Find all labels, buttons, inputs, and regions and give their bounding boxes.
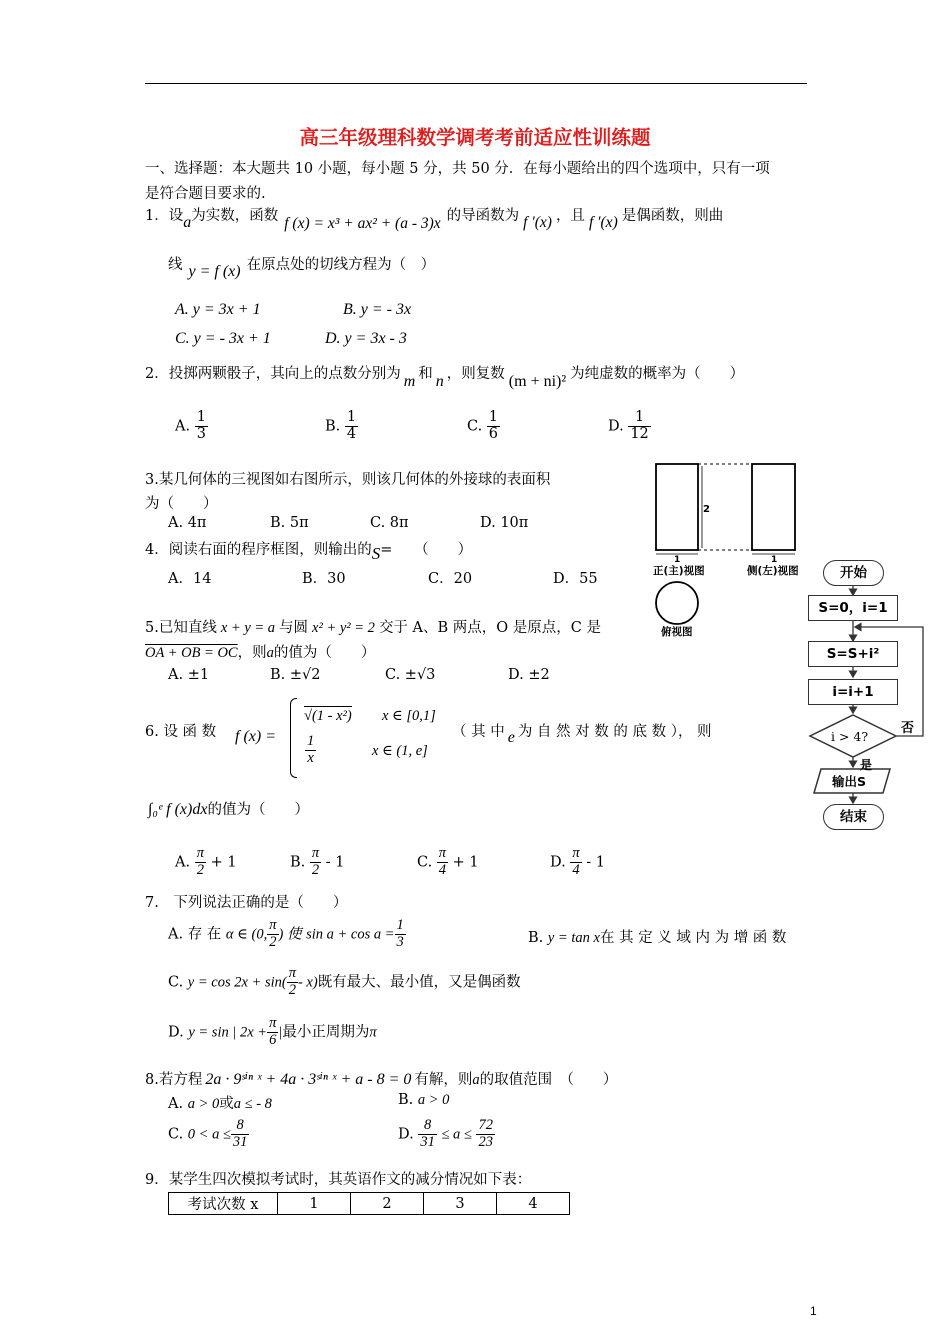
q7-option-c: C. y = cos 2x + sin( $\frac{\pi}{2}$ - x)既有最大、最小值，又是偶函数 bbox=[168, 965, 521, 998]
flow-update-i: i=i+1 bbox=[808, 679, 898, 705]
dim-height: 2 bbox=[703, 504, 710, 515]
question-8: 8.若方程 2a · 9ˢⁱⁿ ˣ + 4a · 3ˢⁱⁿ ˣ + a - 8 = 0 有解，则a的取值范围 （ ） bbox=[145, 1071, 618, 1088]
flow-condition: i > 4? bbox=[831, 729, 869, 744]
flow-yes-label: 是 bbox=[860, 758, 873, 772]
q6-integral-line: ∫₀ᵉ f (x)dx的值为（ ） bbox=[148, 801, 309, 818]
q6-case1: √(1 - x²) bbox=[304, 708, 352, 724]
page-number: 1 bbox=[810, 1304, 817, 1318]
table-cell: 2 bbox=[351, 1193, 424, 1215]
q6-option-b: B. $\frac{\pi}{2}$ - 1 bbox=[290, 845, 345, 878]
q5-option-a: A. ±1 bbox=[168, 667, 210, 683]
q8-option-c: C. 0 < a ≤ $\frac{8}{31}$ bbox=[168, 1117, 248, 1150]
label-side-view: 侧(左)视图 bbox=[747, 565, 799, 577]
q5-option-d: D. ±2 bbox=[508, 667, 550, 683]
q7-option-b: B. y = tan x在 其 定 义 域 内 为 增 函 数 bbox=[528, 930, 787, 946]
q3-option-b: B. 5π bbox=[270, 515, 309, 531]
q1-option-c: C. y = - 3x + 1 bbox=[175, 330, 271, 347]
q2-option-b: B. $\frac{1}{4}$ bbox=[325, 409, 357, 442]
flow-start: 开始 bbox=[823, 560, 884, 586]
side-view-rect bbox=[752, 464, 795, 550]
header-rule bbox=[145, 83, 807, 84]
q5-option-b: B. ±√2 bbox=[270, 667, 321, 683]
label-top-view: 俯视图 bbox=[661, 626, 693, 638]
q7-option-d: D. y = sin | 2x + $\frac{\pi}{6}$ |最小正周期为π bbox=[168, 1015, 377, 1048]
table-cell: 1 bbox=[278, 1193, 351, 1215]
q6-case2: $\frac{1}{x}$ bbox=[307, 733, 315, 766]
question-6-tail: （ 其 中 e 为 自 然 对 数 的 底 数 ）， 则 bbox=[452, 724, 712, 746]
section-intro-line1: 一、选择题：本大题共 10 小题，每小题 5 分，共 50 分．在每小题给出的四个选项中，只有一项 bbox=[145, 161, 770, 177]
q4-option-a: A．14 bbox=[168, 571, 212, 587]
q2-option-a: A. $\frac{1}{3}$ bbox=[175, 409, 206, 442]
q8-option-b: B. a > 0 bbox=[398, 1092, 450, 1108]
question-2: 2．投掷两颗骰子，其向上的点数分别为 m 和 n ，则复数 (m + ni)² 为纯虚数的概率为（ ） bbox=[145, 366, 745, 390]
table-row bbox=[169, 1193, 570, 1215]
question-5-line2: OA + OB = OC，则a的值为（ ） bbox=[145, 645, 376, 661]
q7-option-a: A. 存 在 α ∈ (0, $\frac{\pi}{2}$ ) 使 sin a + cos a = $\frac{1}{3}$ bbox=[168, 917, 404, 950]
q3-option-d: D. 10π bbox=[480, 515, 529, 531]
table-cell: 4 bbox=[497, 1193, 570, 1215]
three-view-figure bbox=[635, 458, 805, 642]
q6-case1-domain: x ∈ [0,1] bbox=[382, 708, 436, 724]
q2-option-d: D. $\frac{1}{12}$ bbox=[608, 409, 649, 442]
question-4: 4．阅读右面的程序框图，则输出的S= （ ） bbox=[145, 542, 473, 563]
question-5: 5.已知直线 x + y = a 与圆 x² + y² = 2 交于 A、B 两点，O 是原点，C 是 bbox=[145, 620, 601, 636]
q2-option-c: C. $\frac{1}{6}$ bbox=[467, 409, 499, 442]
top-view-circle bbox=[656, 582, 698, 624]
q4-option-b: B．30 bbox=[302, 571, 346, 587]
flow-init: S=0，i=1 bbox=[808, 595, 898, 621]
flow-output: 输出S bbox=[832, 774, 867, 789]
q1-option-a: A. y = 3x + 1 bbox=[175, 301, 261, 318]
q4-option-d: D．55 bbox=[553, 571, 598, 587]
question-6-lead: 6. 设 函 数 bbox=[145, 724, 217, 740]
question-3-line1: 3.某几何体的三视图如右图所示，则该几何体的外接球的表面积 bbox=[145, 472, 551, 488]
q3-option-c: C. 8π bbox=[370, 515, 409, 531]
q6-option-a: A. $\frac{\pi}{2}$ + 1 bbox=[175, 845, 237, 878]
q9-table bbox=[168, 1192, 570, 1215]
flow-end: 结束 bbox=[823, 804, 884, 830]
q8-option-a: A. a > 0或a ≤ - 8 bbox=[168, 1096, 272, 1112]
q6-case2-domain: x ∈ (1, e] bbox=[372, 743, 428, 759]
dim-width-side: 1 bbox=[771, 555, 778, 565]
question-3-line2: 为（ ） bbox=[145, 496, 218, 512]
table-cell: 考试次数 x bbox=[169, 1193, 278, 1215]
q6-option-d: D. $\frac{\pi}{4}$ - 1 bbox=[550, 845, 605, 878]
page-title: 高三年级理科数学调考考前适应性训练题 bbox=[299, 126, 651, 149]
label-front-view: 正(主)视图 bbox=[653, 565, 705, 577]
flow-update-s: S=S+i² bbox=[808, 641, 898, 667]
question-9: 9．某学生四次模拟考试时，其英语作文的减分情况如下表： bbox=[145, 1172, 532, 1188]
flow-no-label: 否 bbox=[901, 721, 915, 736]
dim-width-front: 1 bbox=[674, 555, 681, 565]
question-1: 1．设a为实数，函数 f (x) = x³ + ax² + (a - 3)x 的导函数为 f ′(x) ，且 f ′(x) 是偶函数，则曲 bbox=[145, 208, 724, 232]
q3-option-a: A. 4π bbox=[168, 515, 207, 531]
q6-fx: f (x) = bbox=[235, 728, 276, 745]
front-view-rect bbox=[656, 464, 698, 550]
q8-option-d: D. $\frac{8}{31}$ ≤ a ≤ $\frac{72}{23}$ bbox=[398, 1117, 493, 1150]
q6-brace bbox=[290, 698, 297, 778]
q1-option-d: D. y = 3x - 3 bbox=[325, 330, 407, 347]
q4-option-c: C．20 bbox=[428, 571, 473, 587]
question-1-line2: 线 y = f (x) 在原点处的切线方程为（ ） bbox=[168, 257, 436, 280]
question-7: 7. 下列说法正确的是（ ） bbox=[145, 895, 348, 911]
q5-option-c: C. ±√3 bbox=[385, 667, 436, 683]
section-intro-line2: 是符合题目要求的. bbox=[145, 186, 266, 202]
q6-option-c: C. $\frac{\pi}{4}$ + 1 bbox=[417, 845, 479, 878]
table-cell: 3 bbox=[424, 1193, 497, 1215]
q1-option-b: B. y = - 3x bbox=[343, 301, 412, 318]
